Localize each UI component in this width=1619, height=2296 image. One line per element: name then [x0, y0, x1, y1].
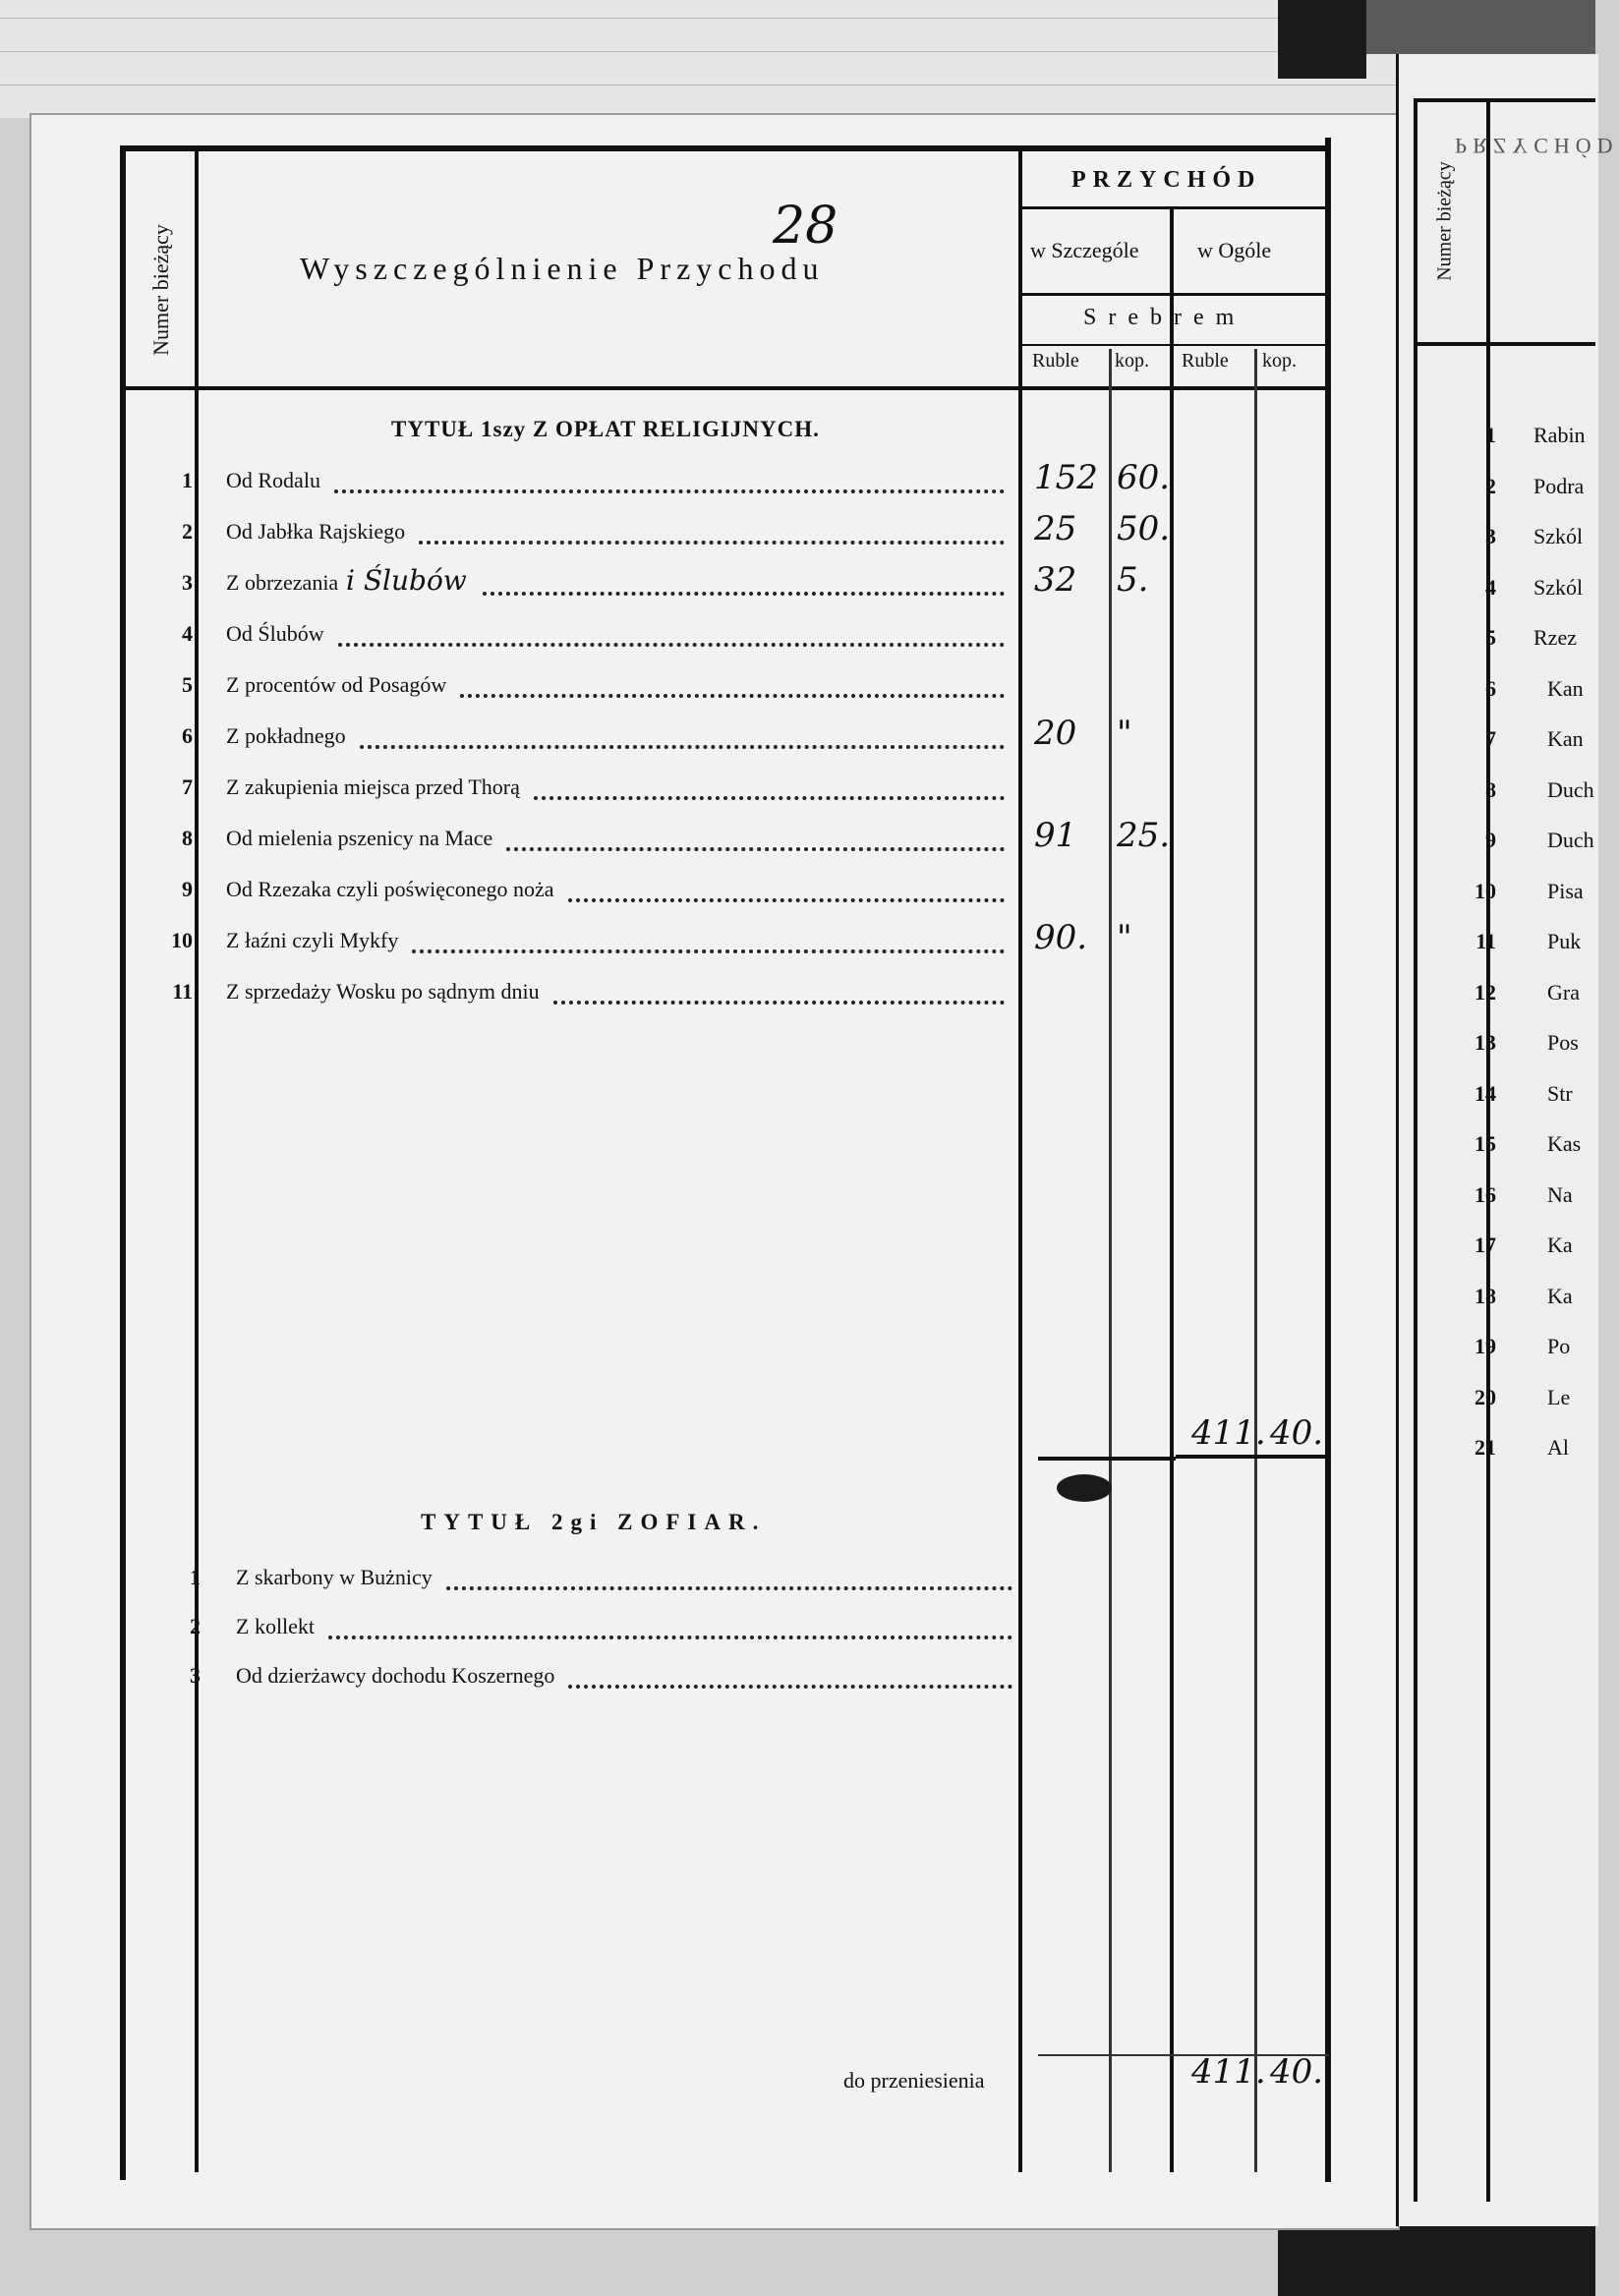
row-label: Od dzierżawcy dochodu Koszernego [236, 1663, 555, 1688]
row-number: 6 [182, 723, 193, 748]
section1-total-rub: 411. [1191, 1413, 1266, 1453]
right-row-number: 14 [1474, 1081, 1496, 1106]
total-rule-left [1038, 1457, 1176, 1461]
detail-total-rule [1170, 206, 1174, 2172]
row-number: 1 [182, 468, 193, 492]
dot-leader [419, 541, 1005, 545]
numer-biezacy-header [126, 197, 197, 383]
right-row-label: Puk [1547, 929, 1582, 953]
right-row-number: 10 [1474, 879, 1496, 903]
right-row-number: 15 [1474, 1131, 1496, 1156]
row-label: Od Rodalu [226, 468, 320, 492]
right-row-number: 21 [1474, 1435, 1496, 1460]
right-row-number: 17 [1474, 1233, 1496, 1257]
dot-leader [446, 1586, 1012, 1590]
right-row-number: 8 [1485, 777, 1496, 802]
right-row-label: Na [1547, 1182, 1573, 1207]
w-szczegole-header: w Szczególe [1030, 238, 1139, 262]
carry-forward-rub: 411. [1191, 2052, 1266, 2092]
row-number: 2 [190, 1614, 201, 1638]
przychod-rule [1018, 206, 1325, 209]
right-row-label: Rabin [1533, 423, 1586, 447]
section1-title: TYTUŁ 1szy Z OPŁAT RELIGIJNYCH. [391, 417, 820, 441]
rub-kop-rule-2 [1254, 349, 1257, 2172]
right-row-label: Le [1547, 1385, 1571, 1409]
right-row-label: Rzez [1533, 625, 1577, 650]
scan-bottom-dark [1278, 2226, 1595, 2296]
row-number: 3 [190, 1663, 201, 1688]
w-ogole-header: w Ogóle [1197, 238, 1272, 262]
right-row-number: 11 [1475, 929, 1496, 953]
right-row-number: 6 [1485, 676, 1496, 701]
amount-rubles: 90. [1034, 918, 1088, 957]
row-number: 3 [182, 570, 193, 595]
row-number: 1 [190, 1565, 201, 1589]
right-row-number: 7 [1485, 726, 1496, 751]
row-number: 11 [172, 979, 193, 1004]
amount-rubles: 91 [1034, 816, 1077, 855]
amount-kopecks: 5. [1117, 560, 1149, 600]
right-row-number: 3 [1485, 524, 1496, 548]
amount-rubles: 152 [1034, 458, 1098, 497]
row-label: Z sprzedaży Wosku po sądnym dniu [226, 979, 540, 1004]
row-label: Z pokładnego [226, 723, 346, 748]
amount-kopecks: " [1117, 714, 1132, 753]
rub-kop-rule-1 [1109, 349, 1112, 2172]
dot-leader [338, 643, 1005, 647]
right-row-label: Kan [1547, 676, 1584, 701]
srebrem-rule [1018, 344, 1325, 346]
amount-kopecks: " [1117, 918, 1132, 957]
row-number: 8 [182, 826, 193, 850]
right-row-label: Str [1547, 1081, 1573, 1106]
ink-blot [1057, 1474, 1112, 1502]
handwritten-insert: i Ślubów [346, 564, 467, 597]
row-number: 2 [182, 519, 193, 544]
amount-rubles: 20 [1034, 714, 1077, 753]
amount-kopecks: 50. [1117, 509, 1171, 548]
amount-column-rule [1018, 147, 1022, 2172]
scan-edge-gray [1366, 0, 1595, 54]
carry-forward-label: do przeniesienia [843, 2068, 985, 2093]
right-przychod-fragment: PRZYCHÓD [1455, 134, 1619, 158]
right-row-number: 16 [1474, 1182, 1496, 1207]
right-row-label: Podra [1533, 474, 1585, 498]
frame-left [120, 145, 126, 2180]
page-title: Wyszczególnienie Przychodu [300, 251, 825, 286]
dot-leader [534, 796, 1005, 800]
row-label: Z kollekt [236, 1614, 316, 1638]
right-row-label: Gra [1547, 980, 1580, 1004]
row-label: Od mielenia pszenicy na Mace [226, 826, 493, 850]
dot-leader [568, 898, 1005, 902]
right-header-rule [1414, 342, 1595, 346]
right-row-number: 13 [1474, 1030, 1496, 1055]
row-number: 10 [171, 928, 193, 952]
row-label: Z obrzezania [226, 570, 339, 595]
amount-kopecks: 60. [1117, 458, 1171, 497]
row-number: 4 [182, 621, 193, 646]
szczegole-rule [1018, 293, 1325, 296]
right-row-label: Kan [1547, 726, 1584, 751]
num-column-rule [195, 147, 199, 2172]
right-row-number: 4 [1485, 575, 1496, 600]
frame-top [120, 145, 1331, 151]
row-label: Od Rzezaka czyli poświęconego noża [226, 877, 554, 901]
section1-total-kop: 40. [1270, 1413, 1324, 1453]
right-row-label: Duch [1547, 828, 1594, 852]
right-row-label: Duch [1547, 777, 1594, 802]
right-row-number: 20 [1474, 1385, 1496, 1409]
dot-leader [412, 949, 1005, 953]
header-bottom-rule [120, 386, 1331, 390]
amount-rubles: 32 [1034, 560, 1077, 600]
amount-rubles: 25 [1034, 509, 1077, 548]
ruble-header-2: Ruble [1182, 350, 1229, 372]
carry-forward-kop: 40. [1270, 2052, 1324, 2092]
przychod-header: PRZYCHÓD [1071, 167, 1262, 193]
right-row-number: 18 [1474, 1284, 1496, 1308]
kop-header-2: kop. [1262, 350, 1297, 372]
right-numer-label: Numer bieżący [1433, 161, 1456, 281]
row-label: Z procentów od Posagów [226, 672, 447, 697]
dot-leader [568, 1685, 1012, 1689]
row-label: Z łaźni czyli Mykfy [226, 928, 399, 952]
right-row-label: Ka [1547, 1284, 1573, 1308]
kop-header-1: kop. [1115, 350, 1149, 372]
row-label: Od Ślubów [226, 621, 324, 646]
right-row-number: 12 [1474, 980, 1496, 1004]
right-frame-top [1414, 98, 1595, 102]
right-row-label: Kas [1547, 1131, 1582, 1156]
row-label: Z skarbony w Bużnicy [236, 1565, 433, 1589]
scan-edge-dark [1278, 0, 1366, 79]
section2-title: TYTUŁ 2gi ZOFIAR. [421, 1510, 767, 1534]
dot-leader [483, 592, 1005, 596]
right-row-number: 1 [1485, 423, 1496, 447]
right-frame-left [1414, 98, 1417, 2202]
amount-kopecks: 25. [1117, 816, 1171, 855]
right-row-number: 9 [1485, 828, 1496, 852]
ruble-header-1: Ruble [1032, 350, 1079, 372]
right-row-number: 2 [1485, 474, 1496, 498]
right-row-label: Szkól [1533, 524, 1584, 548]
right-row-label: Po [1547, 1334, 1571, 1358]
dot-leader [506, 847, 1005, 851]
total-rule-right [1176, 1455, 1329, 1459]
row-number: 5 [182, 672, 193, 697]
right-row-number: 5 [1485, 625, 1496, 650]
row-number: 9 [182, 877, 193, 901]
row-label: Z zakupienia miejsca przed Thorą [226, 775, 520, 799]
numer-biezacy-label: Numer bieżący [148, 224, 173, 356]
right-row-label: Pisa [1547, 879, 1584, 903]
row-number: 7 [182, 775, 193, 799]
right-row-label: Pos [1547, 1030, 1579, 1055]
srebrem-header: Srebrem [1083, 305, 1246, 330]
dot-leader [460, 694, 1005, 698]
folio-number: 28 [773, 197, 838, 256]
right-row-label: Szkól [1533, 575, 1584, 600]
frame-right [1325, 138, 1331, 2182]
dot-leader [360, 745, 1005, 749]
dot-leader [553, 1001, 1005, 1004]
dot-leader [328, 1636, 1012, 1639]
right-row-number: 19 [1474, 1334, 1496, 1358]
dot-leader [334, 489, 1005, 493]
right-row-label: Ka [1547, 1233, 1573, 1257]
right-row-label: Al [1547, 1435, 1569, 1460]
row-label: Od Jabłka Rajskiego [226, 519, 406, 544]
